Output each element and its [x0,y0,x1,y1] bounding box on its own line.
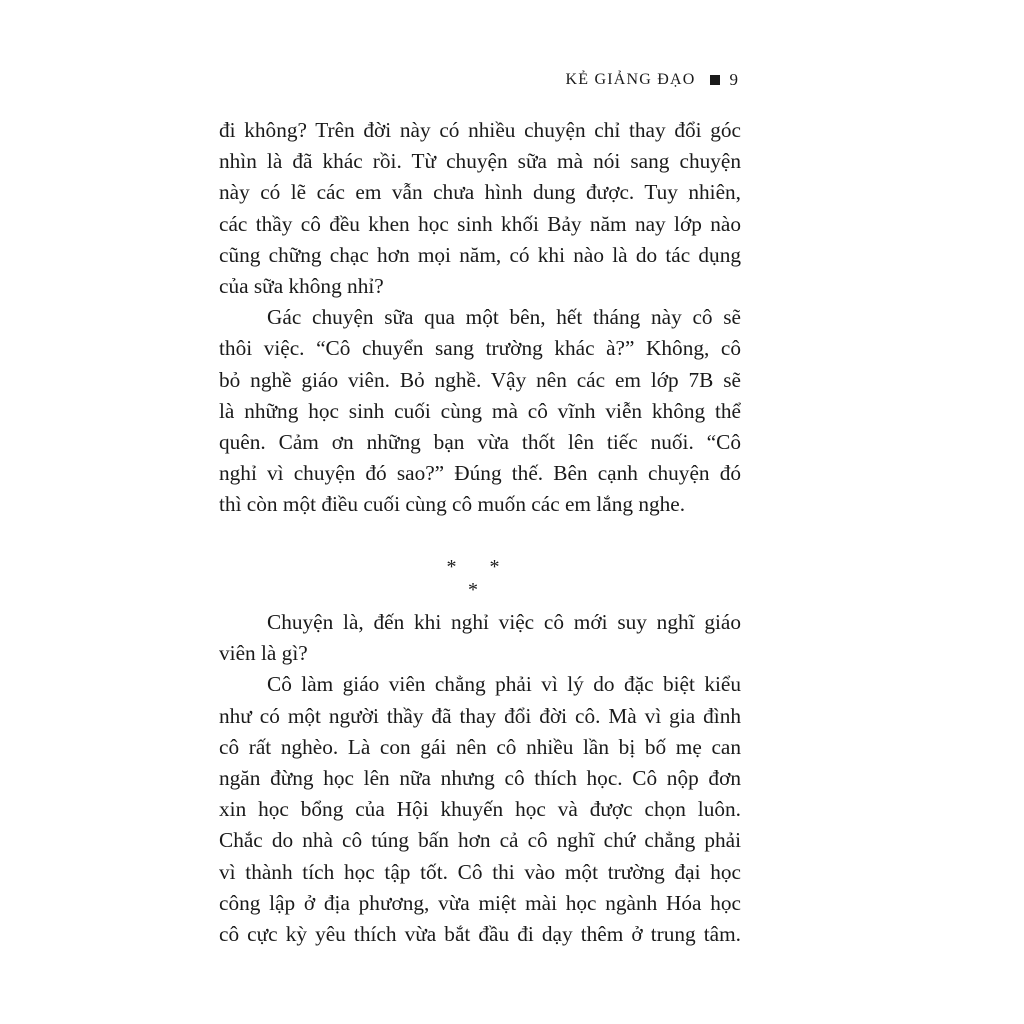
text-line: bỏ nghề giáo viên. Bỏ nghề. Vậy nên các em lớp 7B sẽ [219,367,741,392]
text-line: là những học sinh cuối cùng mà cô vĩnh viễn không thể [219,398,741,423]
text-line: cô cực kỳ yêu thích vừa bắt đầu đi dạy thêm ở trung tâm. [219,922,741,947]
text-line: quên. Cảm ơn những bạn vừa thốt lên tiếc nuối. “Cô [219,430,741,455]
running-title: KẺ GIẢNG ĐẠO [565,71,696,88]
square-separator-icon [710,75,720,85]
text-line: xin học bổng của Hội khuyến học và được chọn luôn. [219,797,741,822]
text-line: Chắc do nhà cô túng bấn hơn cả cô nghĩ chứ chẳng phải [219,828,741,853]
running-header [566,70,738,90]
text-line: thôi việc. “Cô chuyển sang trường khác à?” Không, cô [219,336,741,361]
page-number: 9 [729,70,738,89]
text-line: Gác chuyện sữa qua một bên, hết tháng này cô sẽ [267,305,741,330]
text-line: các thầy cô đều khen học sinh khối Bảy năm nay lớp nào [219,211,741,236]
text-line: của sữa không nhỉ? [219,274,384,299]
text-line: viên là gì? [219,641,308,666]
text-line: vì thành tích học tập tốt. Cô thi vào một trường đại học [219,859,741,884]
text-line: đi không? Trên đời này có nhiều chuyện chỉ thay đổi góc [219,118,741,142]
text-line: Chuyện là, đến khi nghỉ việc cô mới suy nghĩ giáo [267,610,741,634]
text-line: nhìn là đã khác rồi. Từ chuyện sữa mà nói sang chuyện [219,149,741,174]
text-block-2 [219,607,741,950]
text-line: ngăn đừng học lên nữa nhưng cô thích học. Cô nộp đơn [219,766,741,791]
text-line: nghỉ vì chuyện đó sao?” Đúng thế. Bên cạnh chuyện đó [219,461,741,486]
text-block-1 [219,115,741,521]
text-line: công lập ở địa phương, vừa miệt mài học ngành Hóa học [219,890,741,915]
text-line: Cô làm giáo viên chẳng phải vì lý do đặc biệt kiểu [267,672,741,697]
text-line: này có lẽ các em vẫn chưa hình dung được. Tuy nhiên, [219,180,741,205]
text-line: như có một người thầy đã thay đổi đời cô. Mà vì gia đình [219,703,741,728]
section-break: * * * [446,556,514,601]
text-line: thì còn một điều cuối cùng cô muốn các em lắng nghe. [219,492,686,517]
text-line: cô rất nghèo. Là con gái nên cô nhiều lần bị bố mẹ can [219,734,741,759]
text-line: cũng chững chạc hơn mọi năm, có khi nào là do tác dụng [219,242,741,267]
